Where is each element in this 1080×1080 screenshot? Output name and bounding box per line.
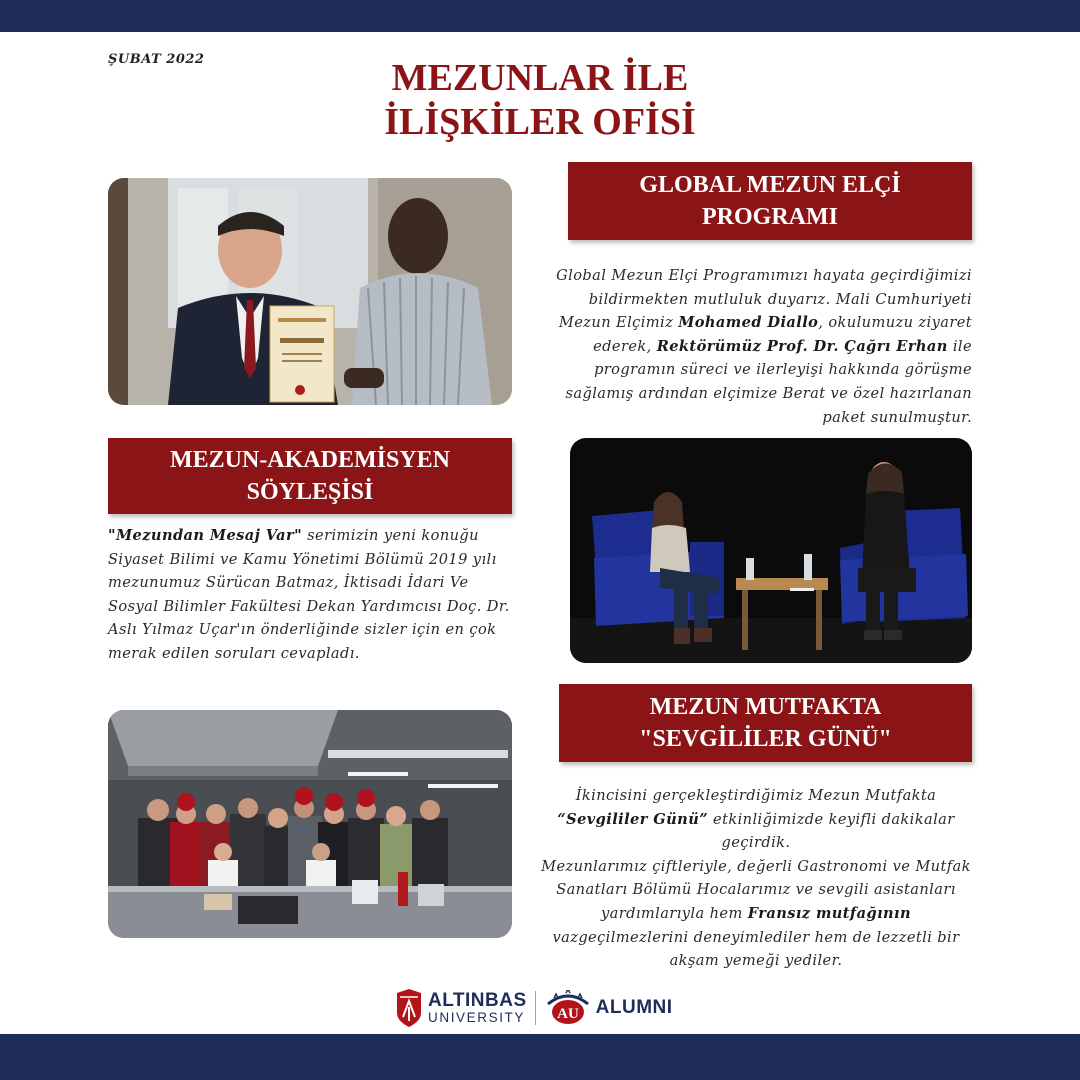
heading-global-mezun-elci	[568, 162, 972, 240]
text-mutfakta-part2: etkinliğimizde keyifli dakikalar geçirdik.	[708, 810, 955, 852]
top-band	[0, 0, 1080, 32]
heading-akademisyen-line1: MEZUN-AKADEMİSYEN	[169, 447, 450, 473]
text-global-rector-name: Rektörümüz Prof. Dr. Çağrı Erhan	[656, 337, 948, 355]
photo-certificate-ceremony	[108, 178, 512, 405]
text-event-name: “Sevgililer Günü”	[557, 810, 708, 828]
emblem-letters: AU	[556, 1006, 579, 1022]
text-mutfakta-part1: İkincisini gerçekleştirdiğimiz Mezun Mutfakta	[575, 787, 937, 804]
footer-logos	[396, 986, 696, 1030]
alumni-label: ALUMNI	[595, 997, 673, 1018]
issue-date: ŞUBAT 2022	[108, 52, 205, 67]
text-mutfakta-part4: vazgeçilmezlerini deneyimlediler hem de lezzetli bir akşam yemeği yediler.	[552, 928, 960, 970]
brand-name: ALTINBAS	[428, 990, 527, 1011]
text-series-name: "Mezundan Mesaj Var"	[108, 527, 303, 544]
text-french-cuisine: Fransız mutfağının	[747, 904, 911, 922]
brand-subtitle: UNIVERSITY	[428, 1010, 526, 1025]
heading-mezun-akademisyen	[108, 438, 512, 514]
text-mezun-mutfakta	[536, 784, 976, 973]
text-mezun-akademisyen	[108, 524, 512, 666]
university-shield-icon	[396, 989, 422, 1027]
text-global-part3: ile programın süreci ve ilerleyişi hakkında görüşme sağlamış ardından elçimize Berat ve özel hazırlanan paket sunulmuştur.	[565, 337, 972, 426]
heading-global-line1: GLOBAL MEZUN ELÇİ	[639, 172, 901, 198]
text-global-part1: Global Mezun Elçi Programımızı hayata geçirdiğimizi bildirmekten mutluluk duyarız. Mali Cumhuriyeti Mezun Elçimiz	[556, 267, 972, 332]
text-global-mezun-elci	[548, 264, 972, 429]
text-global-part2: , okulumuzu ziyaret ederek,	[593, 314, 972, 355]
page-title	[300, 56, 780, 144]
text-global-ambassador-name: Mohamed Diallo	[678, 314, 819, 332]
heading-global-line2: PROGRAMI	[702, 204, 838, 230]
heading-mutfakta-line1: MEZUN MUTFAKTA	[649, 694, 882, 720]
page-title-line1: MEZUNLAR İLE	[391, 57, 689, 99]
heading-mutfakta-line2: "SEVGİLİLER GÜNÜ"	[639, 726, 892, 752]
heading-akademisyen-line2: SÖYLEŞİSİ	[246, 479, 374, 505]
page-title-line2: İLİŞKİLER OFİSİ	[384, 101, 696, 143]
heading-mezun-mutfakta	[559, 684, 972, 762]
university-wordmark	[428, 991, 527, 1025]
text-akademisyen-part1: serimizin yeni konuğu Siyaset Bilimi ve Kamu Yönetimi Bölümü 2019 yılı mezunumuz Sürücan Batmaz, İktisadi İdari Ve Sosyal Bilimler Fakültesi Dekan Yardımcısı Doç. Dr. Aslı Yılmaz Uçar'ın önderliğinde sizler için en çok merak edilen soruları cevapladı.	[108, 527, 510, 662]
logo-divider	[535, 991, 536, 1025]
photo-kitchen-group	[108, 710, 512, 938]
photo-interview-stage	[570, 438, 972, 663]
text-mutfakta-part3: Mezunlarımız çiftleriyle, değerli Gastronomi ve Mutfak Sanatları Bölümü Hocalarımız ve sevgili asistanları yardımlarıyla hem	[541, 857, 971, 922]
alumni-emblem-icon	[544, 990, 592, 1026]
bottom-band	[0, 1034, 1080, 1080]
